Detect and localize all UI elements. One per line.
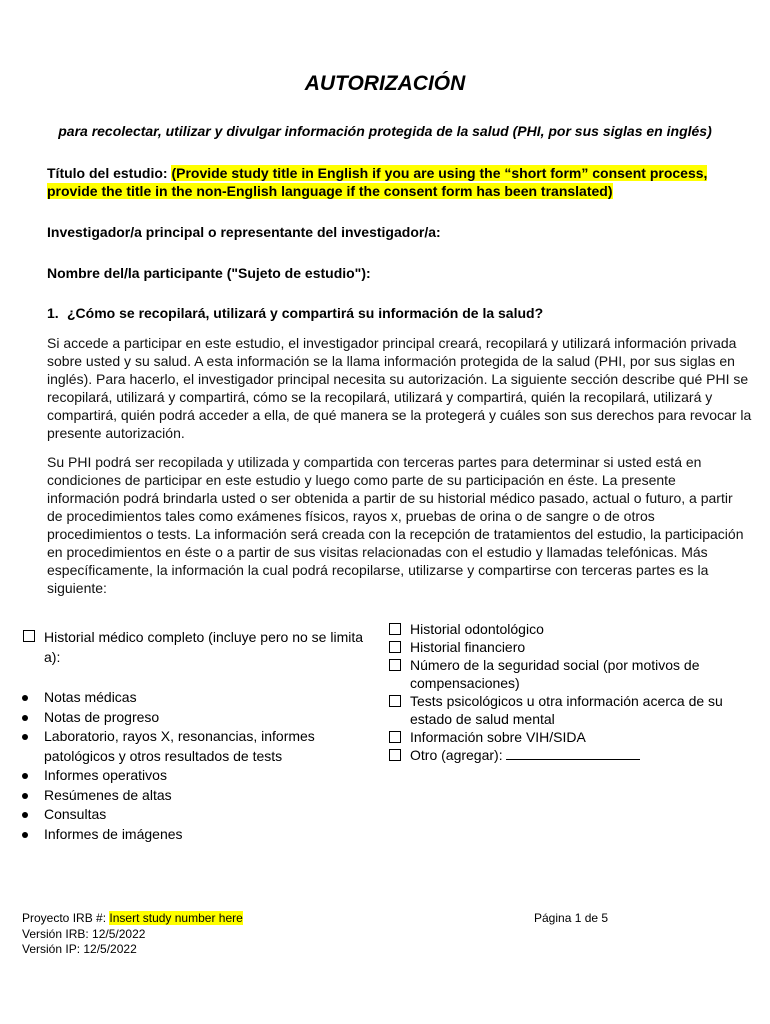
bullet-icon [22,832,28,838]
checkbox-item[interactable] [388,656,748,692]
bullet-icon [22,812,28,818]
study-title-field [47,164,752,200]
bullet-icon [22,734,28,740]
page-title: AUTORIZACIÓN [304,72,466,95]
section-1-title: ¿Cómo se recopilará, utilizará y compartirá su información de la salud? [67,305,544,321]
list-item: Consultas [22,805,367,825]
checkbox-icon[interactable] [23,630,35,642]
list-item: Notas de progreso [22,708,367,728]
checkbox-icon[interactable] [389,695,401,707]
checkbox-item[interactable] [388,692,748,728]
list-item: Notas médicas [22,688,367,708]
checkbox-label: Historial odontológico [410,621,544,637]
footer-left [22,911,243,958]
list-item: Resúmenes de altas [22,786,367,806]
left-column [22,627,367,844]
checkbox-icon[interactable] [389,731,401,743]
checkbox-item[interactable] [388,620,748,638]
list-item: Informes de imágenes [22,825,367,845]
checkbox-item[interactable] [388,638,748,656]
bullet-icon [22,793,28,799]
checkbox-icon[interactable] [389,641,401,653]
irb-version: Versión IRB: 12/5/2022 [22,926,146,941]
section-1-heading [47,305,543,321]
checkbox-label: Número de la seguridad social (por motivos de compensaciones) [410,657,700,691]
checkbox-label: Historial financiero [410,639,526,655]
study-title-placeholder: (Provide study title in English if you are using the “short form” consent process, provide the title in the non-English language if the consent form has been translated) [47,165,708,199]
bullet-icon [22,695,28,701]
section-1-paragraph-2: Su PHI podrá ser recopilada y utilizada y compartida con terceras partes para determinar si usted está en condiciones de participar en este estudio y luego como parte de su participación en éste. La presente información podrá brindarla usted o ser obtenida a partir de su historial médico pasado, actual o futuro, a partir de procedimientos tales como exámenes físicos, rayos x, pruebas de orina o de sangre o de otros procedimientos o tests. La información será creada con la recepción de tratamientos del estudio, la participación en procedimientos en éste o a partir de sus visitas relacionadas con el estudio y llamadas telefónicas. Más específicamente, la información la cual podrá recopilarse, utilizarse y compartirse con terceras partes es la siguiente: [47,454,744,596]
irb-project-label: Proyecto IRB #: [22,911,107,925]
study-title-label: Título del estudio: [47,165,168,181]
participant-label: Nombre del/la participante ("Sujeto de estudio"): [47,265,371,281]
checkbox-item[interactable] [388,728,748,746]
list-item: Laboratorio, rayos X, resonancias, informes patológicos y otros resultados de tests [22,727,367,766]
irb-project-placeholder: Insert study number here [109,911,243,925]
page-subtitle: para recolectar, utilizar y divulgar información protegida de la salud (PHI, por sus siglas en inglés) [58,123,712,139]
investigator-label: Investigador/a principal o representante del investigador/a: [47,224,441,240]
checkbox-icon[interactable] [389,623,401,635]
page-number: Página 1 de 5 [534,911,609,925]
otro-blank-line[interactable] [506,747,640,760]
bullet-icon [22,715,28,721]
checkbox-item-otro[interactable] [388,746,748,764]
checkbox-label: Otro (agregar): [410,746,640,764]
section-1-number: 1. [47,305,59,321]
irb-project-line [22,911,243,927]
right-column [388,620,748,764]
checkbox-icon[interactable] [389,659,401,671]
section-1-paragraph-1: Si accede a participar en este estudio, el investigador principal creará, recopilará y utilizará información privada sobre usted y su salud. A esta información se la llama información protegida de la salud (PHI, por sus siglas en inglés). Para hacerlo, el investigador principal necesita su autorización. La siguiente sección describe qué PHI se recopilará, utilizará y compartirá, cómo se la recopilará, utilizará y compartirá, quién la recopilará, utilizará y compartirá, quién podrá acceder a ella, de qué manera se la protegerá y cuáles son sus derechos para revocar la presente autorización. [47,335,752,441]
list-item: Informes operativos [22,766,367,786]
checkbox-icon[interactable] [389,749,401,761]
bullet-list [22,688,367,844]
checkbox-label: Historial médico completo (incluye pero no se limita a): [44,629,364,665]
ip-version: Versión IP: 12/5/2022 [22,942,137,956]
checkbox-item-historial-medico[interactable] [22,627,367,667]
checkbox-label: Tests psicológicos u otra información acerca de su estado de salud mental [410,693,723,727]
bullet-icon [22,773,28,779]
checkbox-label: Información sobre VIH/SIDA [410,729,586,745]
